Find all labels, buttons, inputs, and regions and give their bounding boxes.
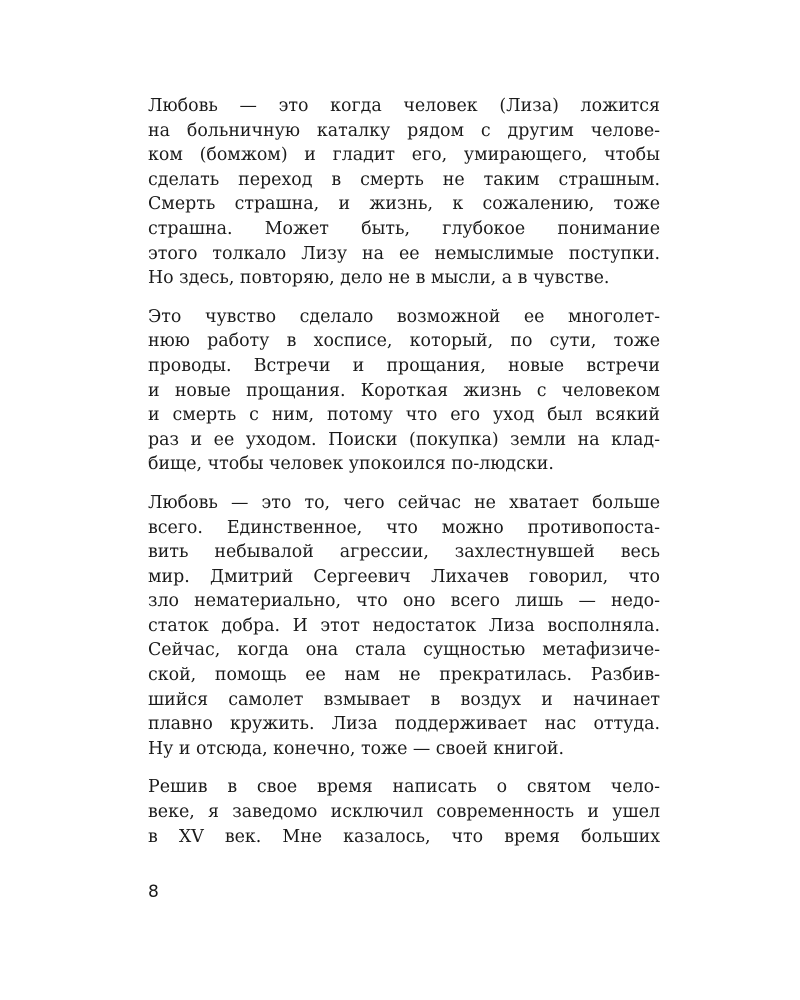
paragraph-2 [148,305,660,477]
text-line: Любовь — это то, чего сейчас не хватает больше [148,492,660,513]
text-line: плавно кружить. Лиза поддерживает нас оттуда. [148,714,660,735]
text-line: Любовь — это когда человек (Лиза) ложится [148,96,660,116]
text-line: Ну и отсюда, конечно, тоже — своей книгой. [148,738,564,759]
paragraph-1 [148,94,660,291]
text-line: вить небывалой агрессии, захлестнувшей весь [148,542,660,563]
page-number: 8 [148,882,159,902]
text-line: на больничную каталку рядом с другим челове- [148,120,660,141]
text-line: страшна. Может быть, глубокое понимание [148,218,660,239]
text-line: и новые прощания. Короткая жизнь с человеком [148,380,660,401]
text-column [148,94,660,863]
text-line: мир. Дмитрий Сергеевич Лихачев говорил, что [148,566,660,587]
text-line: сделать переход в смерть не таким страшным. [148,169,660,190]
text-line: всего. Единственное, что можно противопоста- [148,517,660,538]
paragraph-4 [148,775,660,849]
text-line: проводы. Встречи и прощания, новые встречи [148,355,660,376]
paragraph-3 [148,491,660,762]
text-line: раз и ее уходом. Поиски (покупка) земли на клад- [148,429,660,450]
text-line: Решив в свое время написать о святом чело- [148,777,660,798]
text-line: этого толкало Лизу на ее немыслимые поступки. [148,243,660,264]
text-line: бище, чтобы человек упокоился по-людски. [148,454,554,475]
text-line: веке, я заведомо исключил современность и ушел [148,802,660,823]
text-line: зло нематериально, что оно всего лишь — недо- [148,591,660,612]
text-line: и смерть с ним, потому что его уход был всякий [148,405,660,426]
text-line: Это чувство сделало возможной ее многолет- [148,306,660,327]
text-line: нюю работу в хосписе, который, по сути, тоже [148,331,660,352]
text-line: Смерть страшна, и жизнь, к сожалению, тоже [148,194,660,215]
text-line: Сейчас, когда она стала сущностью метафизиче- [148,640,660,661]
text-line: в XV век. Мне казалось, что время больших [148,826,660,847]
text-line: шийся самолет взмывает в воздух и начинает [148,689,660,710]
text-line: ской, помощь ее нам не прекратилась. Разбив- [148,665,660,686]
text-line: ком (бомжом) и гладит его, умирающего, чтобы [148,145,660,166]
text-line: статок добра. И этот недостаток Лиза восполняла. [148,615,660,636]
text-line: Но здесь, повторяю, дело не в мысли, а в чувстве. [148,268,610,289]
